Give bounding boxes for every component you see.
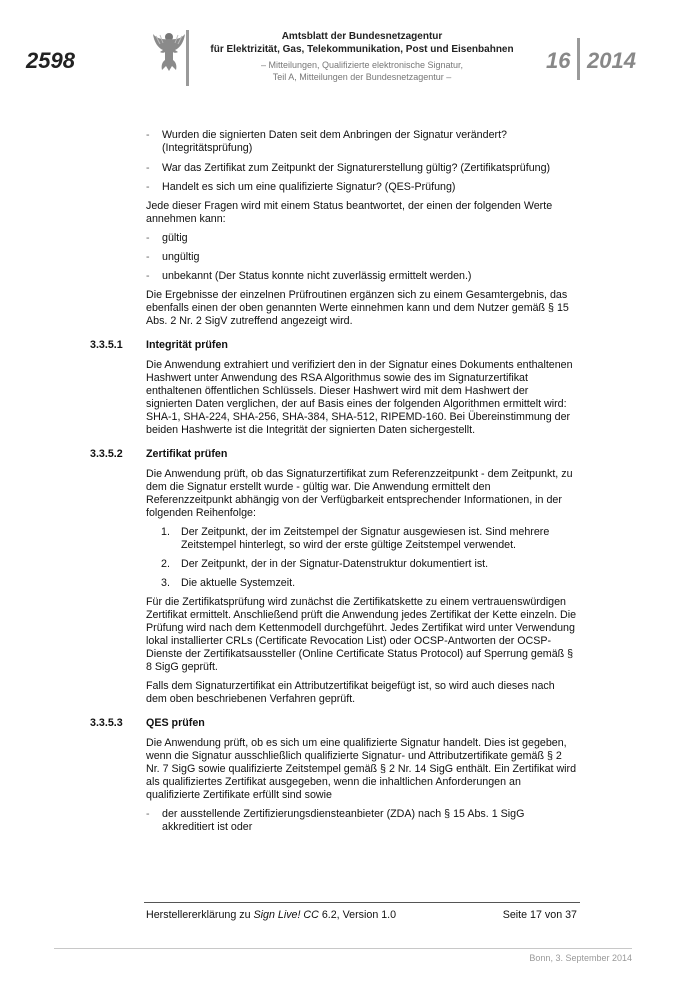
section-title: QES prüfen <box>146 717 205 729</box>
footer-version: 6.2, Version 1.0 <box>318 909 397 921</box>
list-number: 2. <box>161 558 170 570</box>
footer-rule <box>144 902 580 903</box>
list-number: 3. <box>161 577 170 589</box>
paragraph-line: Abs. 2 Nr. 2 SigV zutreffend angezeigt wird. <box>146 315 353 327</box>
paragraph-line: Die Anwendung extrahiert und verifiziert den in der Signatur eines Dokuments enthaltenen <box>146 359 573 371</box>
paragraph-line: folgenden Reihenfolge: <box>146 507 256 519</box>
paragraph-line: Für die Zertifikatsprüfung wird zunächst die Zertifikatskette zu einem vertrauenswürdigen <box>146 596 566 608</box>
list-dash: - <box>146 808 150 820</box>
list-dash: - <box>146 251 150 263</box>
paragraph-line: 8 SigG geprüft. <box>146 661 218 673</box>
paragraph-line: Zertifikat ermittelt. Anschließend prüft die Anwendung jedes Zertifikat der Kette einzeln. Die <box>146 609 577 621</box>
paragraph-line: dem oben beschriebenen Verfahren geprüft. <box>146 693 356 705</box>
paragraph-line: Die Anwendung prüft, ob das Signaturzertifikat zum Referenzzeitpunkt - dem Zeitpunkt, zu <box>146 468 573 480</box>
footer-product-name: Sign Live! CC <box>253 909 319 921</box>
list-item: der ausstellende Zertifizierungsdiensteanbieter (ZDA) nach § 15 Abs. 1 SigG <box>162 808 525 820</box>
paragraph-line: Nr. 7 SigG sowie qualifizierte Zeitstempel gemäß § 2 Nr. 14 SigG enthält. Ein Zertifikat wird <box>146 763 577 775</box>
gazette-title <box>200 30 524 56</box>
numbered-item: Der Zeitpunkt, der im Zeitstempel der Signatur ausgewiesen ist. Sind mehrere <box>181 526 550 538</box>
footer-prefix: Herstellererklärung zu <box>146 909 254 921</box>
paragraph-line: dem die Signatur erstellt wurde - gültig war. Die Anwendung ermittelt den <box>146 481 491 493</box>
section-title: Integrität prüfen <box>146 339 228 351</box>
section-title: Zertifikat prüfen <box>146 448 228 460</box>
numbered-item: Der Zeitpunkt, der in der Signatur-Datenstruktur dokumentiert ist. <box>181 558 489 570</box>
list-dash: - <box>146 181 150 193</box>
paragraph-line: Hashwert unter Anwendung des RSA Algorithmus sowie des im Signaturzertifikat <box>146 372 528 384</box>
gazette-subtitle-line1: – Mitteilungen, Qualifizierte elektronische Signatur, <box>260 60 464 70</box>
list-dash: - <box>146 129 150 141</box>
paragraph-line: signierten Daten verglichen, der auf Basis eines der folgenden Algorithmen ermittelt wird: <box>146 398 567 410</box>
paragraph-line: ebenfalls einen der oben genannten Werte einnehmen kann und dem Nutzer gemäß § 15 <box>146 302 569 314</box>
footer-page-count: Seite 17 von 37 <box>502 909 577 921</box>
status-item: unbekannt (Der Status konnte nicht zuverlässig ermittelt werden.) <box>162 270 472 282</box>
list-dash: - <box>146 270 150 282</box>
issue-divider <box>577 38 580 80</box>
section-number: 3.3.5.3 <box>90 717 123 729</box>
issue-number: 16 <box>546 48 571 73</box>
footer-document-title <box>146 909 396 921</box>
gazette-date: Bonn, 3. September 2014 <box>529 953 632 963</box>
paragraph-line: qualifizierte Zertifikate erfüllt sind sowie <box>146 789 332 801</box>
paragraph-line: als qualifiziertes Zertifikat ausgegeben, wenn die inhaltlichen Anforderungen an <box>146 776 521 788</box>
paragraph-line: Referenzzeitpunkt abhängig von der Verfügbarkeit entsprechender Informationen, in der <box>146 494 562 506</box>
paragraph-line: enthaltenen öffentlichen Schlüssels. Dieser Hashwert wird mit dem Hashwert der <box>146 385 529 397</box>
page-number: 2598 <box>26 48 75 73</box>
gazette-subtitle-line2: Teil A, Mitteilungen der Bundesnetzagentur – <box>272 72 452 82</box>
list-item: Wurden die signierten Daten seit dem Anbringen der Signatur verändert? <box>162 129 507 141</box>
status-item: ungültig <box>162 251 200 263</box>
paragraph-line: Prüfung wird nach dem Kettenmodell durchgeführt. Jedes Zertifikat wird unter Verwendung <box>146 622 575 634</box>
numbered-item: Die aktuelle Systemzeit. <box>181 577 296 589</box>
gazette-footer-rule <box>54 948 632 949</box>
gazette-title-line2: für Elektrizität, Gas, Telekommunikation, Post und Eisenbahnen <box>210 44 514 55</box>
gazette-title-line1: Amtsblatt der Bundesnetzagentur <box>281 31 443 42</box>
paragraph-line: SHA-1, SHA-224, SHA-256, SHA-384, SHA-512, RIPEMD-160. Bei Übereinstimmung der <box>146 411 571 423</box>
header-divider <box>186 30 189 86</box>
paragraph-line: beiden Hashwerte ist die Integrität der signierten Daten sichergestellt. <box>146 424 476 436</box>
list-number: 1. <box>161 526 170 538</box>
paragraph-line: wenn die Signatur ausschließlich qualifizierte Signatur- und Attributzertifikate gemäß § 2 <box>146 750 562 762</box>
list-item-cont: akkreditiert ist oder <box>162 821 253 833</box>
paragraph-line: lokal installierter CRLs (Certificate Revocation List) oder OCSP-Antworten der OCSP- <box>146 635 552 647</box>
list-dash: - <box>146 162 150 174</box>
paragraph-line: Dienste der Zertifikatsaussteller (Online Certificate Status Protocol) auf Sperrung gemäß § <box>146 648 574 660</box>
section-number: 3.3.5.1 <box>90 339 123 351</box>
paragraph-line: Jede dieser Fragen wird mit einem Status beantwortet, der einen der folgenden Werte <box>146 200 553 212</box>
list-item: War das Zertifikat zum Zeitpunkt der Signaturerstellung gültig? (Zertifikatsprüfung) <box>162 162 551 174</box>
issue-year: 2014 <box>587 48 636 73</box>
gazette-subtitle <box>200 59 524 83</box>
paragraph-line: Die Anwendung prüft, ob es sich um eine qualifizierte Signatur handelt. Dies ist gegeben, <box>146 737 567 749</box>
section-number: 3.3.5.2 <box>90 448 123 460</box>
list-item-cont: (Integritätsprüfung) <box>162 142 253 154</box>
numbered-item-cont: Zeitstempel hinterlegt, so wird der erste gültige Zeitstempel verwendet. <box>181 539 517 551</box>
paragraph-line: Die Ergebnisse der einzelnen Prüfroutinen ergänzen sich zu einem Gesamtergebnis, das <box>146 289 568 301</box>
federal-eagle-icon <box>152 30 186 74</box>
status-item: gültig <box>162 232 188 244</box>
list-item: Handelt es sich um eine qualifizierte Signatur? (QES-Prüfung) <box>162 181 456 193</box>
paragraph-line: Falls dem Signaturzertifikat ein Attributzertifikat beigefügt ist, so wird auch dieses nach <box>146 680 555 692</box>
list-dash: - <box>146 232 150 244</box>
paragraph-line: annehmen kann: <box>146 213 226 225</box>
